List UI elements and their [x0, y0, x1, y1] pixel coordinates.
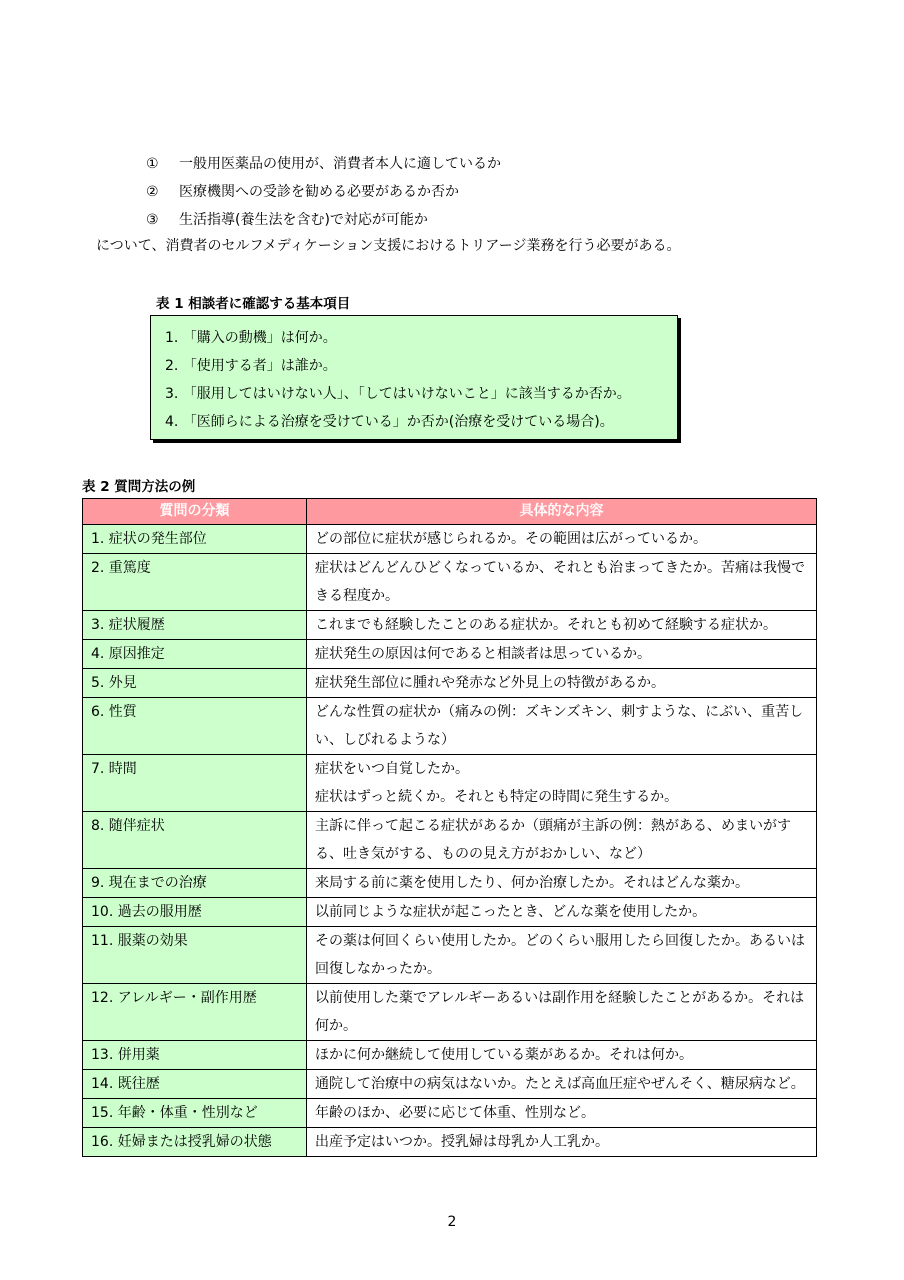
description-cell: 症状はどんどんひどくなっているか、それとも治まってきたか。苦痛は我慢できる程度か。 [307, 554, 817, 611]
description-cell: どの部位に症状が感じられるか。その範囲は広がっているか。 [307, 525, 817, 554]
description-line: 症状はずっと続くか。それとも特定の時間に発生するか。 [315, 789, 679, 805]
category-cell: 7. 時間 [83, 755, 307, 812]
table-row [83, 898, 817, 927]
description-cell: どんな性質の症状か（痛みの例：ズキンズキン、刺すような、にぶい、重苦しい、しびれるような） [307, 698, 817, 755]
category-cell: 4. 原因推定 [83, 640, 307, 669]
table-row [83, 984, 817, 1041]
table-row [83, 927, 817, 984]
category-cell: 1. 症状の発生部位 [83, 525, 307, 554]
description-cell: 主訴に伴って起こる症状があるか（頭痛が主訴の例：熱がある、めまいがする、吐き気がする、ものの見え方がおかしい、など） [307, 812, 817, 869]
table1-item: 2. 「使用する者」は誰か。 [165, 358, 337, 374]
table-row [83, 525, 817, 554]
description-cell: 症状発生部位に腫れや発赤など外見上の特徴があるか。 [307, 669, 817, 698]
category-cell: 13. 併用薬 [83, 1041, 307, 1070]
table2-caption: 表 2 質問方法の例 [82, 479, 196, 495]
question-methods-table [82, 498, 817, 1157]
category-cell: 15. 年齢・体重・性別など [83, 1099, 307, 1128]
description-cell: 以前使用した薬でアレルギーあるいは副作用を経験したことがあるか。それは何か。 [307, 984, 817, 1041]
category-cell: 16. 妊婦または授乳婦の状態 [83, 1128, 307, 1157]
description-cell: 年齢のほか、必要に応じて体重、性別など。 [307, 1099, 817, 1128]
description-cell [307, 755, 817, 812]
table-row [83, 554, 817, 611]
category-cell: 14. 既往歴 [83, 1070, 307, 1099]
numbered-list [146, 150, 501, 234]
table1-item: 1. 「購入の動機」は何か。 [165, 330, 337, 346]
category-cell: 3. 症状履歴 [83, 611, 307, 640]
category-cell: 12. アレルギー・副作用歴 [83, 984, 307, 1041]
category-cell: 2. 重篤度 [83, 554, 307, 611]
description-cell: 以前同じような症状が起こったとき、どんな薬を使用したか。 [307, 898, 817, 927]
list-item: ① 一般用医薬品の使用が、消費者本人に適しているか [146, 156, 501, 172]
table-row [83, 1128, 817, 1157]
description-cell: 来局する前に薬を使用したり、何か治療したか。それはどんな薬か。 [307, 869, 817, 898]
table-row [83, 640, 817, 669]
table-row [83, 812, 817, 869]
category-cell: 9. 現在までの治療 [83, 869, 307, 898]
category-cell: 11. 服薬の効果 [83, 927, 307, 984]
table1-caption: 表 1 相談者に確認する基本項目 [156, 296, 351, 312]
category-cell: 10. 過去の服用歴 [83, 898, 307, 927]
table-row [83, 698, 817, 755]
intro-paragraph: について、消費者のセルフメディケーション支援におけるトリアージ業務を行う必要がある。 [96, 238, 681, 254]
description-cell: 通院して治療中の病気はないか。たとえば高血圧症やぜんそく、糖尿病など。 [307, 1070, 817, 1099]
header-category: 質問の分類 [83, 499, 307, 525]
category-cell: 5. 外見 [83, 669, 307, 698]
category-cell: 8. 随伴症状 [83, 812, 307, 869]
table1-item: 3. 「服用してはいけない人」、「してはいけないこと」に該当するか否か。 [165, 386, 631, 402]
page-number: 2 [447, 1214, 457, 1230]
description-cell: 症状発生の原因は何であると相談者は思っているか。 [307, 640, 817, 669]
table-row [83, 755, 817, 812]
table1-item: 4. 「医師らによる治療を受けている」か否か(治療を受けている場合)。 [165, 414, 614, 430]
table-row [83, 1041, 817, 1070]
description-cell: その薬は何回くらい使用したか。どのくらい服用したら回復したか。あるいは回復しなかったか。 [307, 927, 817, 984]
table-row [83, 611, 817, 640]
table1-box [150, 315, 678, 440]
description-cell: 出産予定はいつか。授乳婦は母乳か人工乳か。 [307, 1128, 817, 1157]
table-row [83, 669, 817, 698]
description-line: 症状をいつ自覚したか。 [315, 761, 469, 777]
category-cell: 6. 性質 [83, 698, 307, 755]
description-cell: これまでも経験したことのある症状か。それとも初めて経験する症状か。 [307, 611, 817, 640]
table-header-row [83, 499, 817, 525]
header-description: 具体的な内容 [307, 499, 817, 525]
table-row [83, 1099, 817, 1128]
table-row [83, 1070, 817, 1099]
list-item: ② 医療機関への受診を勧める必要があるか否か [146, 184, 459, 200]
description-cell: ほかに何か継続して使用している薬があるか。それは何か。 [307, 1041, 817, 1070]
list-item: ③ 生活指導(養生法を含む)で対応が可能か [146, 212, 428, 228]
table-row [83, 869, 817, 898]
